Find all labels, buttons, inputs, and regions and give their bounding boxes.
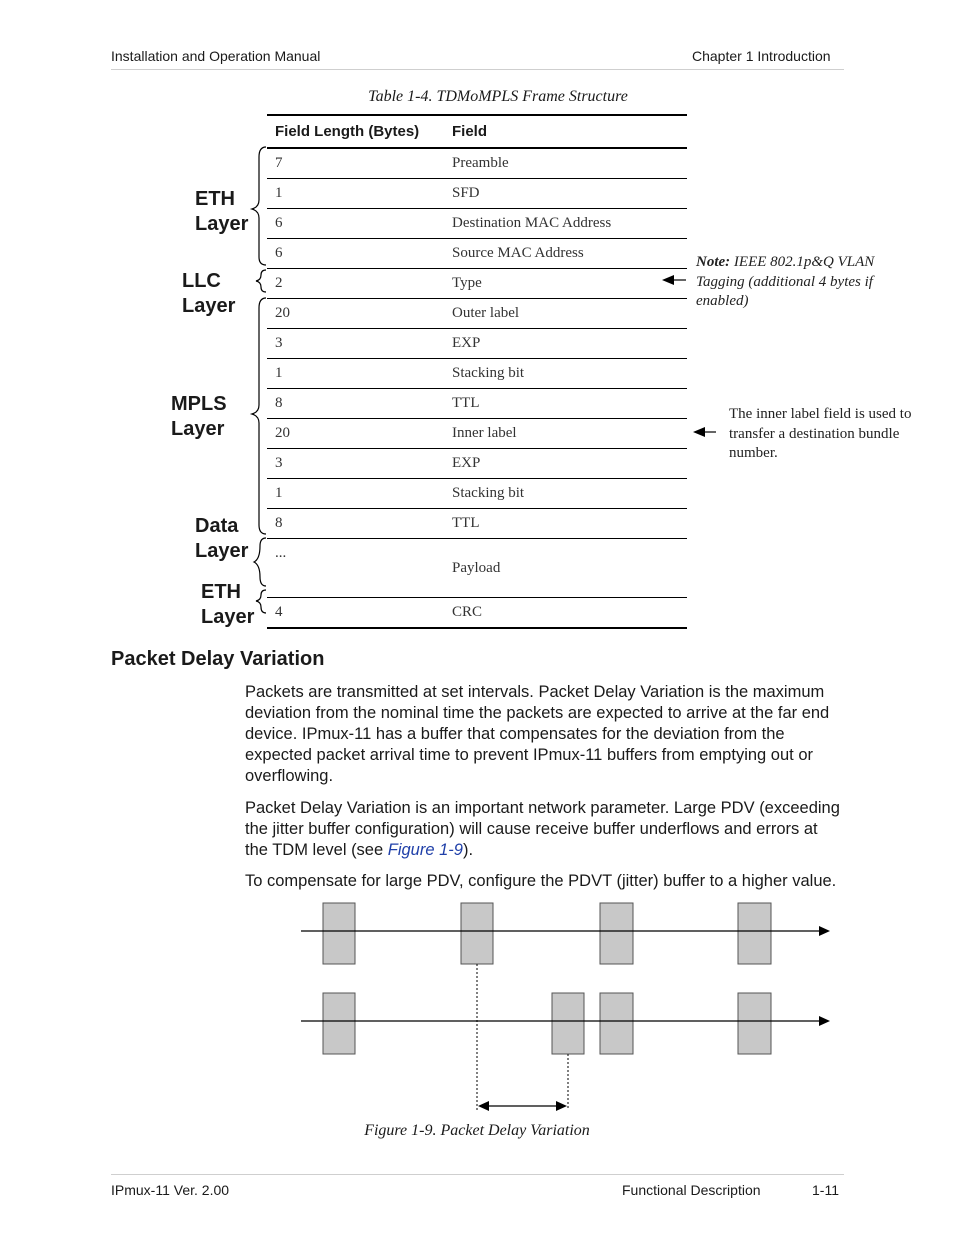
vlan-note-arrowhead xyxy=(662,275,674,285)
cell-length: 3 xyxy=(267,329,444,359)
layer-label-line: Layer xyxy=(195,213,249,235)
note-label: Note: xyxy=(696,254,731,270)
inner-label-arrowhead xyxy=(693,427,705,437)
cell-field: Stacking bit xyxy=(444,479,687,509)
paragraph-3: To compensate for large PDV, configure the PDVT (jitter) buffer to a higher value. xyxy=(245,872,837,890)
crc-eth-layer-label xyxy=(201,580,254,630)
header-chapter: Chapter 1 Introduction xyxy=(692,48,831,64)
cell-field: SFD xyxy=(444,179,687,209)
cell-length: ... xyxy=(267,539,444,598)
cell-length: 7 xyxy=(267,148,444,179)
cell-field: EXP xyxy=(444,329,687,359)
layer-label-line: ETH xyxy=(201,581,241,603)
cell-length: 3 xyxy=(267,449,444,479)
inner-label-note: The inner label field is used to transfer a destination bundle number. xyxy=(729,406,912,461)
layer-label-line: Layer xyxy=(182,295,236,317)
cell-length: 8 xyxy=(267,389,444,419)
cell-field: Type xyxy=(444,269,687,299)
mpls-layer-label xyxy=(171,392,227,442)
paragraph-2 xyxy=(245,798,845,861)
cell-field: Source MAC Address xyxy=(444,239,687,269)
paragraph-2-text: Packet Delay Variation is an important network parameter. Large PDV (exceeding the jitter buffer configuration) will cause receive buffer underflows and errors at the TDM level (see xyxy=(245,799,840,859)
cell-field: EXP xyxy=(444,449,687,479)
packet-box xyxy=(738,993,771,1054)
figure-caption: Figure 1-9. Packet Delay Variation xyxy=(364,1122,590,1139)
cell-field: Payload xyxy=(444,539,687,598)
footer-page-number: 1-11 xyxy=(812,1182,839,1198)
footer-section: Functional Description xyxy=(622,1182,761,1198)
data-layer-bracket xyxy=(254,538,266,586)
layer-label-line: Layer xyxy=(201,606,255,628)
cell-field: TTL xyxy=(444,389,687,419)
column-header-field: Field xyxy=(444,115,687,148)
data-layer-label xyxy=(195,514,248,564)
packet-box xyxy=(600,993,633,1054)
cell-field: CRC xyxy=(444,598,687,629)
cell-field: Inner label xyxy=(444,419,687,449)
vlan-note xyxy=(696,253,901,312)
footer-rule xyxy=(111,1174,844,1175)
footer-version: IPmux-11 Ver. 2.00 xyxy=(111,1182,230,1198)
paragraph-1: Packets are transmitted at set intervals. Packet Delay Variation is the maximum deviation from the nominal time the packets are expected to arrive at the far end device. IPmux-11 has a buffer that compensates for the deviation from the expected packet arrival time to prevent IPmux-11 buffers from emptying out or overflowing. xyxy=(245,683,830,785)
cell-field: TTL xyxy=(444,509,687,539)
layer-label-line: LLC xyxy=(182,270,221,292)
packet-box xyxy=(552,993,584,1054)
header-manual-title: Installation and Operation Manual xyxy=(111,48,321,64)
delay-span-arrowhead xyxy=(556,1101,567,1111)
layer-label-line: Layer xyxy=(195,540,249,562)
cell-length: 1 xyxy=(267,179,444,209)
delay-span-arrowhead xyxy=(478,1101,489,1111)
packet-box xyxy=(600,903,633,964)
mpls-layer-bracket xyxy=(252,298,266,534)
layer-label-line: MPLS xyxy=(171,393,227,415)
section-title: Packet Delay Variation xyxy=(111,648,325,670)
cell-length: 4 xyxy=(267,598,444,629)
cell-length: 8 xyxy=(267,509,444,539)
timeline-arrowhead xyxy=(819,1016,830,1026)
eth-layer-label xyxy=(195,187,248,237)
llc-layer-label xyxy=(182,269,235,319)
packet-box xyxy=(323,993,355,1054)
layer-label-line: Layer xyxy=(171,418,225,440)
cell-length: 1 xyxy=(267,359,444,389)
packet-box xyxy=(738,903,771,964)
figure-link[interactable]: Figure 1-9 xyxy=(387,841,463,859)
layer-label-line: Data xyxy=(195,515,239,537)
note-text: IEEE 802.1p&Q VLAN Tagging (additional 4 bytes if enabled) xyxy=(696,254,875,309)
cell-length: 20 xyxy=(267,419,444,449)
column-header-length: Field Length (Bytes) xyxy=(267,115,444,148)
cell-length: 1 xyxy=(267,479,444,509)
cell-field: Outer label xyxy=(444,299,687,329)
cell-length: 6 xyxy=(267,239,444,269)
crc-eth-layer-bracket xyxy=(256,590,266,613)
cell-length: 20 xyxy=(267,299,444,329)
layer-label-line: ETH xyxy=(195,188,235,210)
table-caption: Table 1-4. TDMoMPLS Frame Structure xyxy=(368,88,628,105)
cell-length: 2 xyxy=(267,269,444,299)
timeline-arrowhead xyxy=(819,926,830,936)
packet-box xyxy=(461,903,493,964)
cell-length: 6 xyxy=(267,209,444,239)
cell-field: Preamble xyxy=(444,148,687,179)
llc-layer-bracket xyxy=(256,270,266,292)
packet-box xyxy=(323,903,355,964)
pdv-diagram xyxy=(0,895,954,1120)
eth-layer-bracket xyxy=(252,147,266,265)
cell-field: Destination MAC Address xyxy=(444,209,687,239)
cell-field: Stacking bit xyxy=(444,359,687,389)
paragraph-2-text-end: ). xyxy=(462,841,474,859)
